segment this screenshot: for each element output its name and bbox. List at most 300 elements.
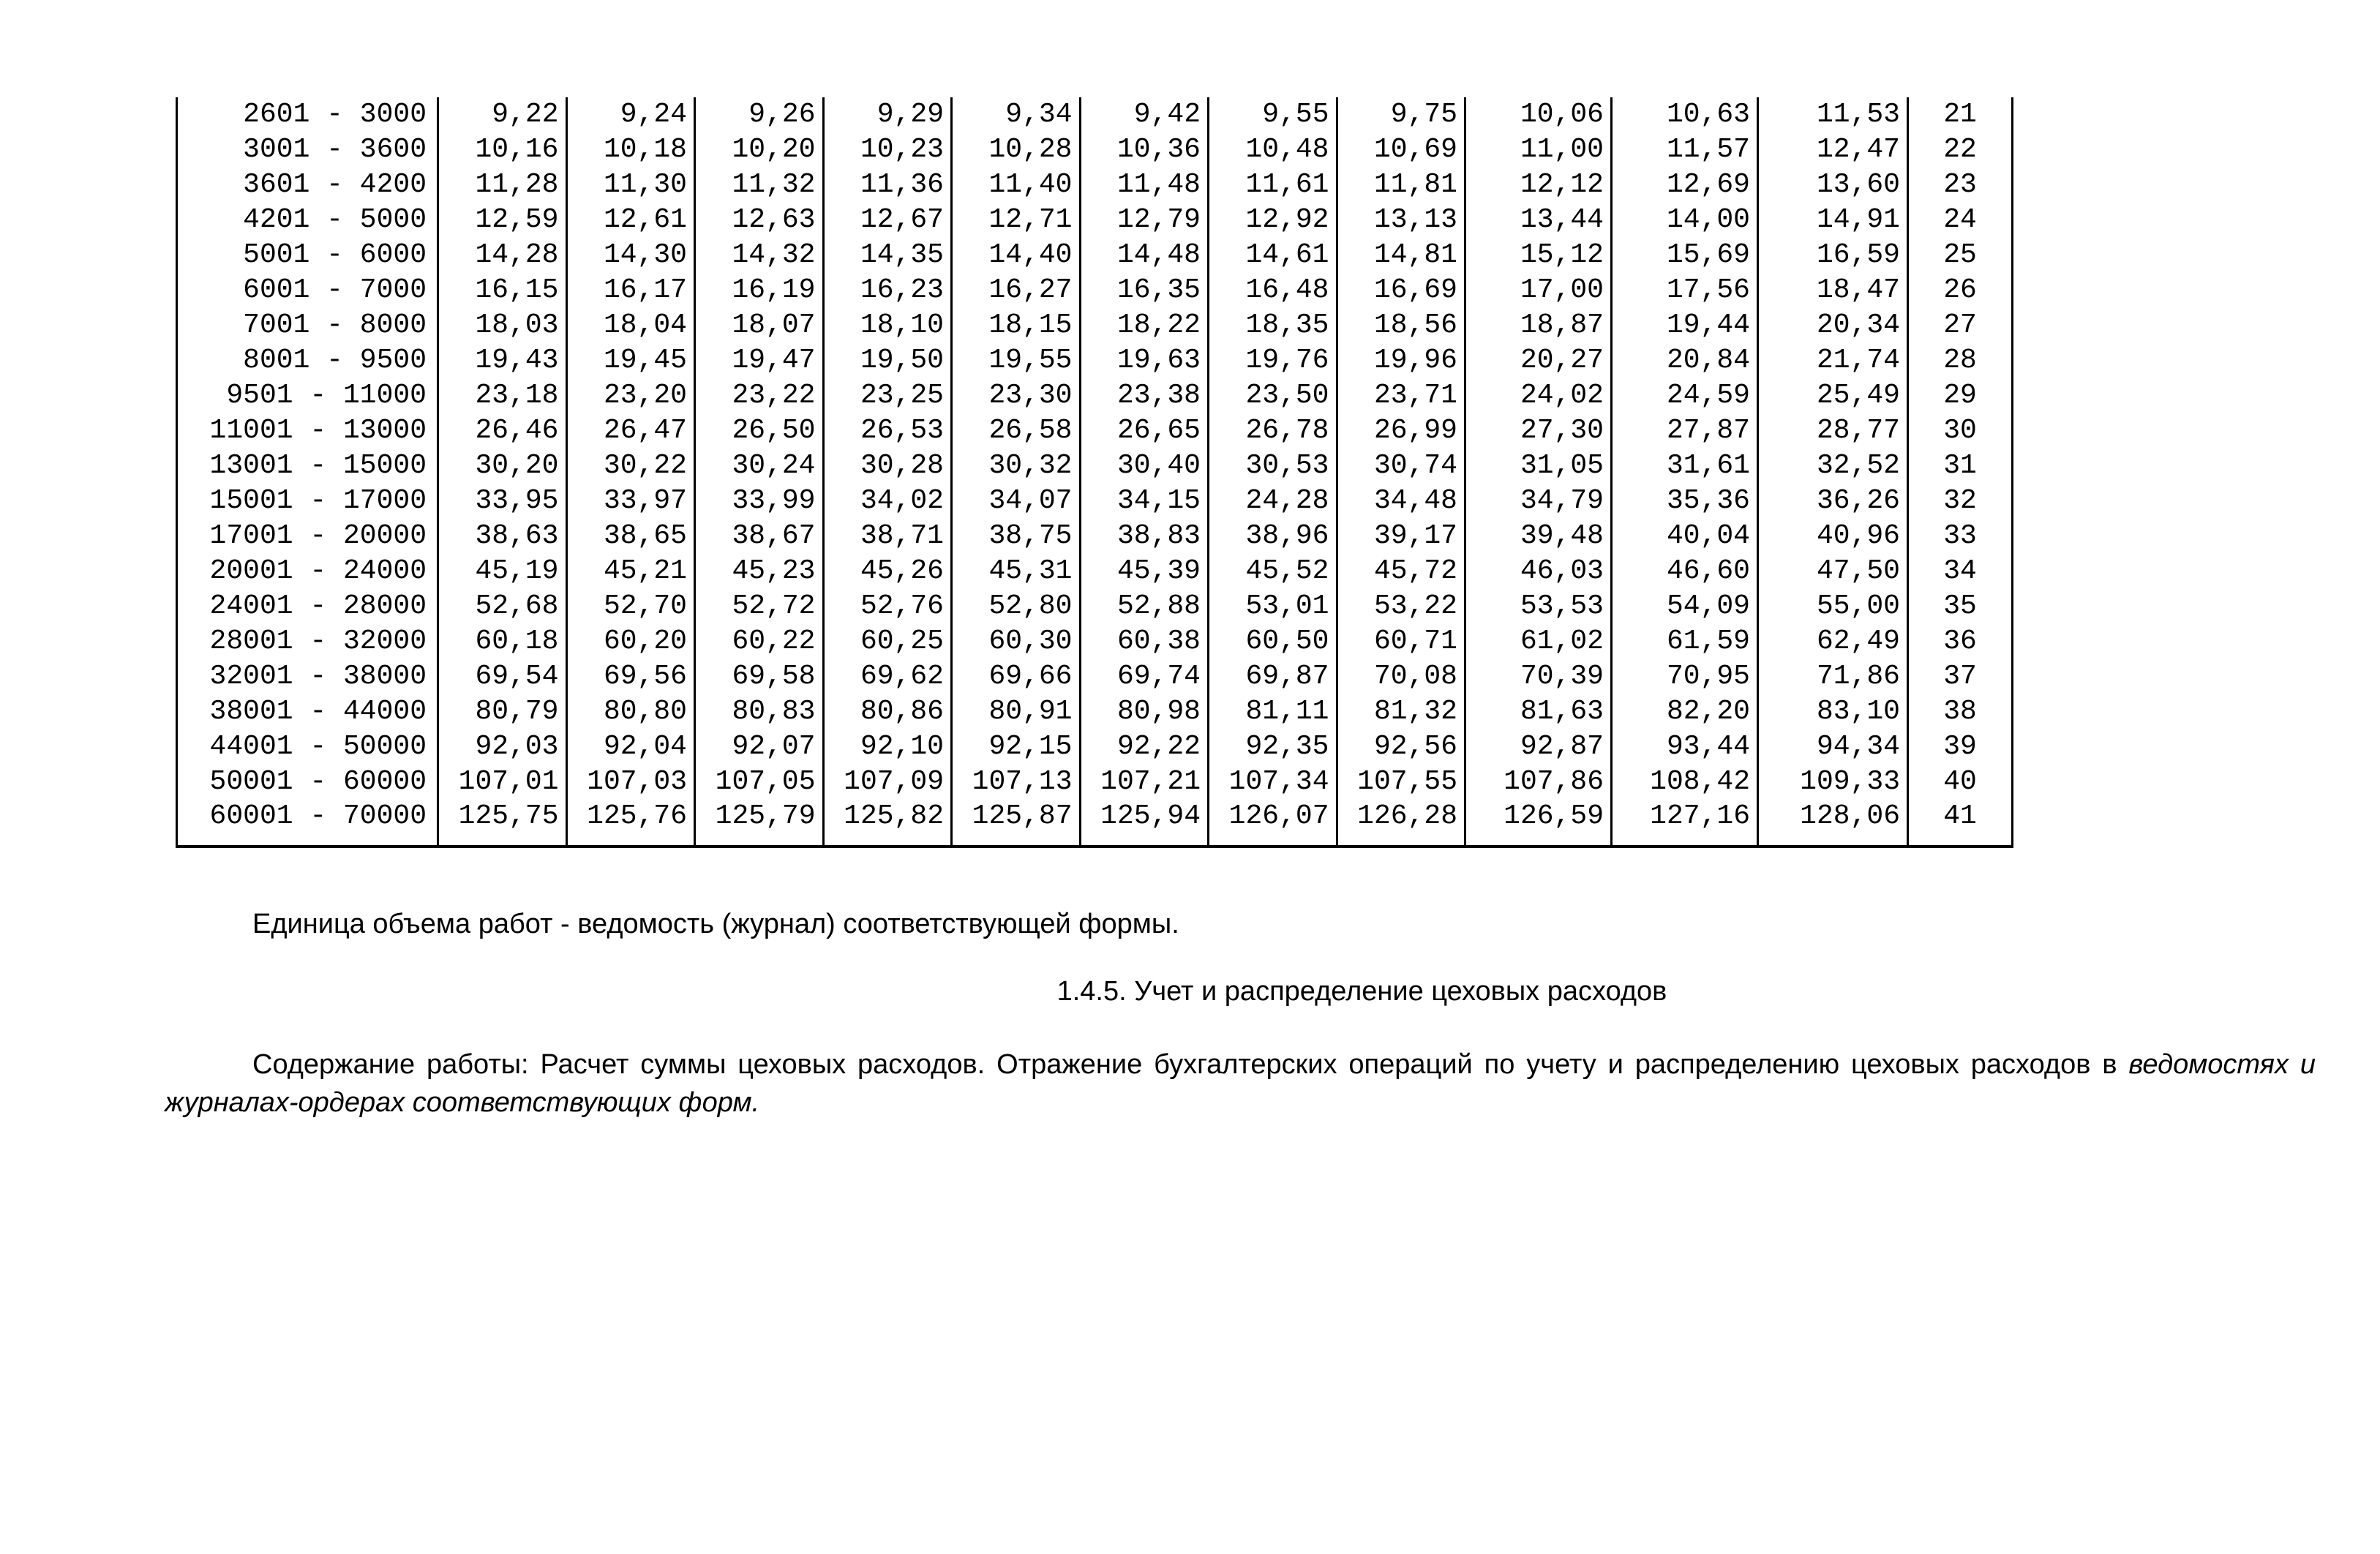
value-cell: 80,83 (695, 694, 824, 729)
value-cell: 18,87 (1465, 308, 1612, 343)
value-cell: 16,35 (1080, 273, 1209, 308)
value-cell: 11,30 (566, 168, 695, 203)
row-number-cell: 29 (1908, 378, 2013, 413)
row-number-cell: 41 (1908, 800, 2013, 847)
value-cell: 60,50 (1209, 624, 1337, 659)
value-cell: 33,95 (438, 484, 567, 519)
value-cell: 26,58 (952, 413, 1081, 448)
value-cell: 19,47 (695, 343, 824, 378)
value-cell: 92,56 (1337, 729, 1465, 765)
value-cell: 38,67 (695, 519, 824, 554)
value-cell: 10,36 (1080, 132, 1209, 168)
row-number-cell: 28 (1908, 343, 2013, 378)
value-cell: 107,05 (695, 765, 824, 800)
row-number-cell: 26 (1908, 273, 2013, 308)
value-cell: 10,18 (566, 132, 695, 168)
value-cell: 45,19 (438, 554, 567, 589)
value-cell: 10,48 (1209, 132, 1337, 168)
range-cell: 8001 - 9500 (177, 343, 438, 378)
value-cell: 126,07 (1209, 800, 1337, 847)
value-cell: 62,49 (1758, 624, 1908, 659)
value-cell: 125,87 (952, 800, 1081, 847)
value-cell: 30,24 (695, 448, 824, 484)
value-cell: 45,72 (1337, 554, 1465, 589)
value-cell: 14,35 (823, 238, 952, 273)
value-cell: 69,87 (1209, 659, 1337, 694)
row-number-cell: 39 (1908, 729, 2013, 765)
value-cell: 14,91 (1758, 203, 1908, 238)
value-cell: 52,68 (438, 589, 567, 624)
value-cell: 55,00 (1758, 589, 1908, 624)
value-cell: 69,62 (823, 659, 952, 694)
value-cell: 45,31 (952, 554, 1081, 589)
value-cell: 11,53 (1758, 97, 1908, 132)
table-row (177, 97, 2013, 132)
value-cell: 52,70 (566, 589, 695, 624)
row-number-cell: 30 (1908, 413, 2013, 448)
value-cell: 16,59 (1758, 238, 1908, 273)
value-cell: 69,56 (566, 659, 695, 694)
row-number-cell: 24 (1908, 203, 2013, 238)
value-cell: 107,03 (566, 765, 695, 800)
table-row (177, 343, 2013, 378)
range-cell: 2601 - 3000 (177, 97, 438, 132)
value-cell: 18,15 (952, 308, 1081, 343)
value-cell: 60,22 (695, 624, 824, 659)
value-cell: 60,20 (566, 624, 695, 659)
value-cell: 38,75 (952, 519, 1081, 554)
value-cell: 27,30 (1465, 413, 1612, 448)
value-cell: 11,00 (1465, 132, 1612, 168)
table-row (177, 238, 2013, 273)
value-cell: 69,58 (695, 659, 824, 694)
value-cell: 33,97 (566, 484, 695, 519)
value-cell: 127,16 (1612, 800, 1758, 847)
value-cell: 9,75 (1337, 97, 1465, 132)
value-cell: 47,50 (1758, 554, 1908, 589)
value-cell: 10,06 (1465, 97, 1612, 132)
value-cell: 61,02 (1465, 624, 1612, 659)
value-cell: 9,55 (1209, 97, 1337, 132)
value-cell: 52,88 (1080, 589, 1209, 624)
table-row (177, 624, 2013, 659)
value-cell: 53,01 (1209, 589, 1337, 624)
value-cell: 14,61 (1209, 238, 1337, 273)
value-cell: 18,04 (566, 308, 695, 343)
value-cell: 14,28 (438, 238, 567, 273)
value-cell: 12,79 (1080, 203, 1209, 238)
value-cell: 83,10 (1758, 694, 1908, 729)
value-cell: 107,01 (438, 765, 567, 800)
value-cell: 70,08 (1337, 659, 1465, 694)
value-cell: 9,29 (823, 97, 952, 132)
value-cell: 27,87 (1612, 413, 1758, 448)
value-cell: 46,60 (1612, 554, 1758, 589)
range-cell: 11001 - 13000 (177, 413, 438, 448)
rate-table-body (177, 97, 2013, 847)
value-cell: 80,86 (823, 694, 952, 729)
rate-table (176, 97, 2013, 848)
value-cell: 10,69 (1337, 132, 1465, 168)
table-row (177, 448, 2013, 484)
work-content-paragraph (165, 1046, 2316, 1122)
value-cell: 36,26 (1758, 484, 1908, 519)
value-cell: 19,63 (1080, 343, 1209, 378)
table-row (177, 413, 2013, 448)
table-row (177, 589, 2013, 624)
value-cell: 9,42 (1080, 97, 1209, 132)
section-heading (0, 972, 2380, 1010)
value-cell: 15,12 (1465, 238, 1612, 273)
value-cell: 23,20 (566, 378, 695, 413)
value-cell: 30,53 (1209, 448, 1337, 484)
value-cell: 107,55 (1337, 765, 1465, 800)
value-cell: 12,92 (1209, 203, 1337, 238)
value-cell: 26,99 (1337, 413, 1465, 448)
volume-unit-note: Единица объема работ - ведомость (журнал) соответствующей формы. (252, 909, 1179, 939)
value-cell: 18,03 (438, 308, 567, 343)
range-cell: 17001 - 20000 (177, 519, 438, 554)
value-cell: 81,63 (1465, 694, 1612, 729)
value-cell: 12,12 (1465, 168, 1612, 203)
table-row (177, 132, 2013, 168)
range-cell: 28001 - 32000 (177, 624, 438, 659)
value-cell: 107,13 (952, 765, 1081, 800)
range-cell: 3001 - 3600 (177, 132, 438, 168)
value-cell: 17,56 (1612, 273, 1758, 308)
section-heading-text: 1.4.5. Учет и распределение цеховых расходов (1056, 976, 1667, 1007)
value-cell: 18,56 (1337, 308, 1465, 343)
value-cell: 26,46 (438, 413, 567, 448)
row-number-cell: 36 (1908, 624, 2013, 659)
value-cell: 10,63 (1612, 97, 1758, 132)
row-number-cell: 33 (1908, 519, 2013, 554)
value-cell: 54,09 (1612, 589, 1758, 624)
value-cell: 38,83 (1080, 519, 1209, 554)
value-cell: 80,80 (566, 694, 695, 729)
range-cell: 4201 - 5000 (177, 203, 438, 238)
value-cell: 34,02 (823, 484, 952, 519)
value-cell: 13,44 (1465, 203, 1612, 238)
value-cell: 9,34 (952, 97, 1081, 132)
value-cell: 11,28 (438, 168, 567, 203)
value-cell: 16,69 (1337, 273, 1465, 308)
value-cell: 107,86 (1465, 765, 1612, 800)
value-cell: 19,50 (823, 343, 952, 378)
value-cell: 14,30 (566, 238, 695, 273)
row-number-cell: 34 (1908, 554, 2013, 589)
range-cell: 5001 - 6000 (177, 238, 438, 273)
value-cell: 26,78 (1209, 413, 1337, 448)
value-cell: 80,79 (438, 694, 567, 729)
value-cell: 45,23 (695, 554, 824, 589)
range-cell: 24001 - 28000 (177, 589, 438, 624)
value-cell: 10,23 (823, 132, 952, 168)
value-cell: 12,61 (566, 203, 695, 238)
range-cell: 60001 - 70000 (177, 800, 438, 847)
value-cell: 34,79 (1465, 484, 1612, 519)
table-row (177, 659, 2013, 694)
value-cell: 11,32 (695, 168, 824, 203)
row-number-cell: 37 (1908, 659, 2013, 694)
value-cell: 39,48 (1465, 519, 1612, 554)
value-cell: 46,03 (1465, 554, 1612, 589)
row-number-cell: 23 (1908, 168, 2013, 203)
value-cell: 11,36 (823, 168, 952, 203)
value-cell: 21,74 (1758, 343, 1908, 378)
value-cell: 30,20 (438, 448, 567, 484)
value-cell: 19,55 (952, 343, 1081, 378)
value-cell: 26,50 (695, 413, 824, 448)
value-cell: 125,76 (566, 800, 695, 847)
range-cell: 9501 - 11000 (177, 378, 438, 413)
value-cell: 10,28 (952, 132, 1081, 168)
value-cell: 25,49 (1758, 378, 1908, 413)
value-cell: 60,38 (1080, 624, 1209, 659)
value-cell: 30,40 (1080, 448, 1209, 484)
table-row (177, 308, 2013, 343)
row-number-cell: 35 (1908, 589, 2013, 624)
value-cell: 34,15 (1080, 484, 1209, 519)
value-cell: 71,86 (1758, 659, 1908, 694)
value-cell: 11,61 (1209, 168, 1337, 203)
value-cell: 16,48 (1209, 273, 1337, 308)
value-cell: 126,59 (1465, 800, 1612, 847)
value-cell: 9,24 (566, 97, 695, 132)
value-cell: 11,81 (1337, 168, 1465, 203)
value-cell: 92,35 (1209, 729, 1337, 765)
value-cell: 30,22 (566, 448, 695, 484)
value-cell: 45,39 (1080, 554, 1209, 589)
value-cell: 93,44 (1612, 729, 1758, 765)
value-cell: 18,35 (1209, 308, 1337, 343)
value-cell: 52,76 (823, 589, 952, 624)
value-cell: 23,50 (1209, 378, 1337, 413)
table-row (177, 484, 2013, 519)
table-row (177, 694, 2013, 729)
row-number-cell: 38 (1908, 694, 2013, 729)
value-cell: 109,33 (1758, 765, 1908, 800)
value-cell: 69,74 (1080, 659, 1209, 694)
value-cell: 80,91 (952, 694, 1081, 729)
value-cell: 11,57 (1612, 132, 1758, 168)
value-cell: 14,00 (1612, 203, 1758, 238)
value-cell: 82,20 (1612, 694, 1758, 729)
value-cell: 80,98 (1080, 694, 1209, 729)
value-cell: 32,52 (1758, 448, 1908, 484)
row-number-cell: 21 (1908, 97, 2013, 132)
range-cell: 44001 - 50000 (177, 729, 438, 765)
value-cell: 92,07 (695, 729, 824, 765)
value-cell: 28,77 (1758, 413, 1908, 448)
table-row (177, 273, 2013, 308)
range-cell: 13001 - 15000 (177, 448, 438, 484)
value-cell: 30,32 (952, 448, 1081, 484)
value-cell: 12,69 (1612, 168, 1758, 203)
value-cell: 107,09 (823, 765, 952, 800)
value-cell: 92,15 (952, 729, 1081, 765)
value-cell: 38,96 (1209, 519, 1337, 554)
value-cell: 60,30 (952, 624, 1081, 659)
row-number-cell: 40 (1908, 765, 2013, 800)
value-cell: 53,22 (1337, 589, 1465, 624)
value-cell: 14,48 (1080, 238, 1209, 273)
value-cell: 53,53 (1465, 589, 1612, 624)
value-cell: 125,94 (1080, 800, 1209, 847)
value-cell: 38,65 (566, 519, 695, 554)
value-cell: 23,38 (1080, 378, 1209, 413)
value-cell: 20,84 (1612, 343, 1758, 378)
range-cell: 50001 - 60000 (177, 765, 438, 800)
table-row (177, 554, 2013, 589)
value-cell: 108,42 (1612, 765, 1758, 800)
value-cell: 125,75 (438, 800, 567, 847)
value-cell: 30,28 (823, 448, 952, 484)
value-cell: 61,59 (1612, 624, 1758, 659)
table-row (177, 203, 2013, 238)
value-cell: 24,59 (1612, 378, 1758, 413)
work-content-text: Содержание работы: Расчет суммы цеховых расходов. Отражение бухгалтерских операций по учету и распределению цеховых расходов в (252, 1049, 2129, 1080)
value-cell: 16,27 (952, 273, 1081, 308)
range-cell: 20001 - 24000 (177, 554, 438, 589)
value-cell: 23,71 (1337, 378, 1465, 413)
value-cell: 40,96 (1758, 519, 1908, 554)
value-cell: 19,96 (1337, 343, 1465, 378)
value-cell: 10,16 (438, 132, 567, 168)
value-cell: 92,87 (1465, 729, 1612, 765)
row-number-cell: 25 (1908, 238, 2013, 273)
value-cell: 18,22 (1080, 308, 1209, 343)
value-cell: 15,69 (1612, 238, 1758, 273)
value-cell: 52,80 (952, 589, 1081, 624)
value-cell: 24,02 (1465, 378, 1612, 413)
value-cell: 10,20 (695, 132, 824, 168)
value-cell: 23,25 (823, 378, 952, 413)
row-number-cell: 22 (1908, 132, 2013, 168)
value-cell: 18,47 (1758, 273, 1908, 308)
value-cell: 16,23 (823, 273, 952, 308)
value-cell: 81,32 (1337, 694, 1465, 729)
value-cell: 39,17 (1337, 519, 1465, 554)
range-cell: 38001 - 44000 (177, 694, 438, 729)
row-number-cell: 27 (1908, 308, 2013, 343)
value-cell: 45,21 (566, 554, 695, 589)
value-cell: 92,22 (1080, 729, 1209, 765)
value-cell: 23,18 (438, 378, 567, 413)
value-cell: 19,43 (438, 343, 567, 378)
value-cell: 24,28 (1209, 484, 1337, 519)
table-row (177, 729, 2013, 765)
value-cell: 52,72 (695, 589, 824, 624)
value-cell: 19,76 (1209, 343, 1337, 378)
value-cell: 17,00 (1465, 273, 1612, 308)
value-cell: 26,65 (1080, 413, 1209, 448)
value-cell: 16,17 (566, 273, 695, 308)
value-cell: 92,04 (566, 729, 695, 765)
value-cell: 81,11 (1209, 694, 1337, 729)
value-cell: 19,44 (1612, 308, 1758, 343)
value-cell: 107,21 (1080, 765, 1209, 800)
value-cell: 12,63 (695, 203, 824, 238)
value-cell: 30,74 (1337, 448, 1465, 484)
value-cell: 26,47 (566, 413, 695, 448)
range-cell: 32001 - 38000 (177, 659, 438, 694)
value-cell: 20,27 (1465, 343, 1612, 378)
value-cell: 18,10 (823, 308, 952, 343)
value-cell: 31,61 (1612, 448, 1758, 484)
value-cell: 20,34 (1758, 308, 1908, 343)
value-cell: 40,04 (1612, 519, 1758, 554)
value-cell: 126,28 (1337, 800, 1465, 847)
value-cell: 125,82 (823, 800, 952, 847)
value-cell: 38,71 (823, 519, 952, 554)
value-cell: 14,81 (1337, 238, 1465, 273)
value-cell: 107,34 (1209, 765, 1337, 800)
value-cell: 14,40 (952, 238, 1081, 273)
value-cell: 19,45 (566, 343, 695, 378)
value-cell: 9,26 (695, 97, 824, 132)
table-row (177, 519, 2013, 554)
value-cell: 70,95 (1612, 659, 1758, 694)
value-cell: 35,36 (1612, 484, 1758, 519)
value-cell: 31,05 (1465, 448, 1612, 484)
value-cell: 94,34 (1758, 729, 1908, 765)
value-cell: 128,06 (1758, 800, 1908, 847)
value-cell: 45,26 (823, 554, 952, 589)
row-number-cell: 32 (1908, 484, 2013, 519)
value-cell: 16,19 (695, 273, 824, 308)
table-row (177, 800, 2013, 847)
value-cell: 9,22 (438, 97, 567, 132)
table-row (177, 378, 2013, 413)
range-cell: 7001 - 8000 (177, 308, 438, 343)
value-cell: 60,25 (823, 624, 952, 659)
table-row (177, 765, 2013, 800)
value-cell: 18,07 (695, 308, 824, 343)
work-content-italic: ведомостях и журналах-ордерах соответствующих форм. (165, 1049, 2316, 1118)
value-cell: 60,18 (438, 624, 567, 659)
range-cell: 15001 - 17000 (177, 484, 438, 519)
value-cell: 125,79 (695, 800, 824, 847)
value-cell: 13,60 (1758, 168, 1908, 203)
value-cell: 34,48 (1337, 484, 1465, 519)
value-cell: 23,30 (952, 378, 1081, 413)
range-cell: 6001 - 7000 (177, 273, 438, 308)
value-cell: 33,99 (695, 484, 824, 519)
value-cell: 26,53 (823, 413, 952, 448)
value-cell: 16,15 (438, 273, 567, 308)
value-cell: 14,32 (695, 238, 824, 273)
value-cell: 69,54 (438, 659, 567, 694)
value-cell: 45,52 (1209, 554, 1337, 589)
range-cell: 3601 - 4200 (177, 168, 438, 203)
value-cell: 92,03 (438, 729, 567, 765)
value-cell: 92,10 (823, 729, 952, 765)
value-cell: 12,71 (952, 203, 1081, 238)
table-row (177, 168, 2013, 203)
value-cell: 12,59 (438, 203, 567, 238)
value-cell: 12,67 (823, 203, 952, 238)
value-cell: 70,39 (1465, 659, 1612, 694)
value-cell: 34,07 (952, 484, 1081, 519)
value-cell: 11,48 (1080, 168, 1209, 203)
value-cell: 69,66 (952, 659, 1081, 694)
value-cell: 38,63 (438, 519, 567, 554)
row-number-cell: 31 (1908, 448, 2013, 484)
value-cell: 23,22 (695, 378, 824, 413)
value-cell: 11,40 (952, 168, 1081, 203)
value-cell: 12,47 (1758, 132, 1908, 168)
